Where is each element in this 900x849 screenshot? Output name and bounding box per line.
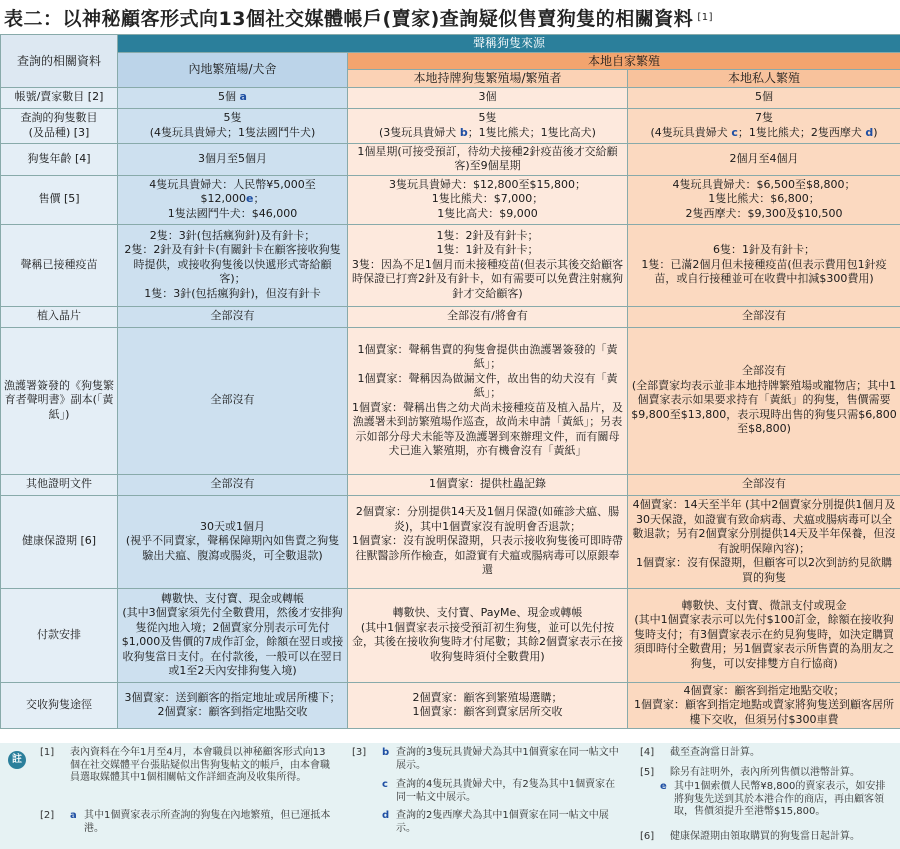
note-5e: e 其中1個索價人民幣¥8,800的賣家表示，如安排將狗隻先送到其於本港合作的商店，再由顧客領取，售價須提升至港幣$15,800。	[660, 781, 886, 817]
header-col-mainland: 內地繁殖場/犬舍	[118, 52, 348, 87]
row-dogs	[1, 108, 900, 143]
warranty-mainland: 30天或1個月 (視乎不同賣家，聲稱保障期內如售賣之狗隻驗出犬瘟、腹瀉或腸炎，可全數退款)	[118, 495, 348, 588]
other-docs-mainland: 全部沒有	[118, 474, 348, 495]
label-dogs: 查詢的狗隻數目 (及品種) [3]	[1, 108, 118, 143]
note-tag-d: d	[865, 125, 874, 139]
label-warranty: 健康保證期 [6]	[1, 495, 118, 588]
row-warranty	[1, 495, 900, 588]
note-tag-a: a	[239, 90, 247, 104]
note-tag-a-footnote: a	[70, 810, 77, 821]
age-licensed: 1個星期(可接受預訂，待幼犬接種2針疫苗後才交給顧客)至9個星期	[348, 143, 628, 175]
note-3d: d 查詢的2隻西摩犬為其中1個賣家在同一帖文中展示。	[382, 810, 609, 834]
price-mainland: 4隻玩具貴婦犬：人民幣¥5,000至 $12,000e； 1隻法國鬥牛犬：$46,000	[118, 175, 348, 224]
title-note-ref: [1]	[697, 11, 713, 23]
note-2: [2] a 其中1個賣家表示所查詢的狗隻在內地繁殖，但已運抵本港。	[40, 810, 331, 834]
row-payment	[1, 588, 900, 682]
note-tag-e: e	[246, 192, 254, 206]
accounts-licensed: 3個	[348, 87, 628, 108]
vaccine-licensed: 1隻：2針及有針卡； 1隻：1針及有針卡； 3隻：因為不足1個月而未接種疫苗(但表示其後交給顧客時保證已打齊2針及有針卡，如有需要可以免費注射瘋狗針才交給顧客)	[348, 224, 628, 306]
payment-licensed: 轉數快、支付寶、PayMe、現金或轉帳 (其中1個賣家表示接受預訂初生狗隻，並可以先付按金，其後在接收狗隻時才付尾數；其餘2個賣家表示在接收狗隻時須付全數費用)	[348, 588, 628, 682]
delivery-mainland: 3個賣家：送到顧客的指定地址或居所樓下； 2個賣家：顧客到指定地點交收	[118, 682, 348, 729]
label-other-docs: 其他證明文件	[1, 474, 118, 495]
header-col-private: 本地私人繁殖	[628, 70, 900, 88]
age-mainland: 3個月至5個月	[118, 143, 348, 175]
title-text: 表二：以神秘顧客形式向13個社交媒體帳戶(賣家)查詢疑似售賣狗隻的相關資料	[4, 7, 694, 30]
chip-licensed: 全部沒有/將會有	[348, 306, 628, 327]
delivery-private: 4個賣家：顧客到指定地點交收； 1個賣家：顧客到指定地點或賣家將狗隻送到顧客居所樓下交收，但須另付$300車費	[628, 682, 900, 729]
note-tag-b: b	[459, 125, 468, 139]
label-accounts: 帳號/賣家數目 [2]	[1, 87, 118, 108]
notes-badge: 註	[8, 751, 26, 769]
row-accounts	[1, 87, 900, 108]
note-tag-c: c	[731, 125, 738, 139]
age-private: 2個月至4個月	[628, 143, 900, 175]
row-age	[1, 143, 900, 175]
label-price: 售價 [5]	[1, 175, 118, 224]
row-other-docs	[1, 474, 900, 495]
comparison-table	[0, 34, 900, 729]
note-1: [1] 表內資料在今年1月至4月，本會職員以神秘顧客形式向13個在社交媒體平台張貼疑似出售狗隻帖文的帳戶，由本會職員選取媒體其中1個相關帖文作詳細查詢及收集所得。	[40, 747, 330, 783]
label-delivery: 交收狗隻途徑	[1, 682, 118, 729]
accounts-mainland: 5個 a	[118, 87, 348, 108]
footnotes	[0, 743, 900, 849]
label-payment: 付款安排	[1, 588, 118, 682]
other-docs-licensed: 1個賣家：提供杜蟲記錄	[348, 474, 628, 495]
label-age: 狗隻年齡 [4]	[1, 143, 118, 175]
note-6: [6] 健康保證期由領取購買的狗隻當日起計算。	[640, 831, 860, 842]
row-price	[1, 175, 900, 224]
header-row-label: 查詢的相關資料	[1, 35, 118, 88]
payment-private: 轉數快、支付寶、微訊支付或現金 (其中1個賣家表示可以先付$100訂金，餘額在接收狗隻時支付；有3個賣家表示在約見狗隻時，如決定購買須即時付全數費用；另1個賣家表示所售賣的為朋友之狗隻，可以安排雙方自行協商)	[628, 588, 900, 682]
payment-mainland: 轉數快、支付寶、現金或轉帳 (其中3個賣家須先付全數費用，然後才安排狗隻從內地入境；2個賣家分別表示可先付$1,000及售價的7成作訂金，餘額在翌日或接收狗隻當日支付。在付款後，一般可以在翌日或1至2天內安排狗隻入境)	[118, 588, 348, 682]
dogs-licensed: 5隻 (3隻玩具貴婦犬 b；1隻比熊犬；1隻比高犬)	[348, 108, 628, 143]
price-private: 4隻玩具貴婦犬：$6,500至$8,800； 1隻比熊犬：$6,800； 2隻西摩犬：$9,300及$10,500	[628, 175, 900, 224]
cert-private: 全部沒有 (全部賣家均表示並非本地持牌繁殖場或寵物店；其中1個賣家表示如果要求持有「黃紙」的狗隻，售價需要$9,800至$13,800，表示現時出售的狗隻只需$6,800至$8,800)	[628, 327, 900, 474]
dogs-private: 7隻 (4隻玩具貴婦犬 c；1隻比熊犬；2隻西摩犬 d)	[628, 108, 900, 143]
note-4: [4] 截至查詢當日計算。	[640, 747, 760, 758]
warranty-private: 4個賣家：14天至半年 (其中2個賣家分別提供1個月及30天保證，如證實有致命病毒、犬瘟或腸病毒可以全數退款；另有2個賣家分別提供14天及半年保養，但沒有說明保障內容)； 1個賣家：沒有保證期，但顧客可以2次到訪約見欲購買的狗隻	[628, 495, 900, 588]
label-chip: 植入晶片	[1, 306, 118, 327]
accounts-private: 5個	[628, 87, 900, 108]
note-3c: c 查詢的4隻玩具貴婦犬中，有2隻為其中1個賣家在同一帖文中展示。	[382, 779, 616, 803]
vaccine-mainland: 2隻：3針(包括瘋狗針)及有針卡； 2隻：2針及有針卡(有關針卡在顧客接收狗隻時提供，或接收狗隻後以快遞形式寄給顧客)； 1隻：3針(包括瘋狗針)，但沒有針卡	[118, 224, 348, 306]
label-vaccine: 聲稱已接種疫苗	[1, 224, 118, 306]
row-cert	[1, 327, 900, 474]
cert-licensed: 1個賣家：聲稱售賣的狗隻會提供由漁護署簽發的「黃紙」； 1個賣家：聲稱因為做漏文件，故出售的幼犬沒有「黃紙」； 1個賣家：聲稱出售之幼犬尚未接種疫苗及植入晶片，及漁護署未到訪繁殖場作巡查，故尚未申請「黃紙」；另表示如部分母犬未能等及漁護署到來辦理文件，而有關母犬已進入繁殖期，亦有機會沒有「黃紙」	[348, 327, 628, 474]
row-chip	[1, 306, 900, 327]
other-docs-private: 全部沒有	[628, 474, 900, 495]
header-col-licensed: 本地持牌狗隻繁殖場/繁殖者	[348, 70, 628, 88]
chip-private: 全部沒有	[628, 306, 900, 327]
page-title	[0, 0, 900, 34]
header-source: 聲稱狗隻來源	[118, 35, 900, 53]
warranty-licensed: 2個賣家：分別提供14天及1個月保證(如確診犬瘟、腸炎)，其中1個賣家沒有說明會否退款； 1個賣家：沒有說明保證期，只表示接收狗隻後可即時帶往獸醫診所作檢查，如證實有犬瘟或腸病毒可以原銀奉還	[348, 495, 628, 588]
header-local: 本地自家繁殖	[348, 52, 900, 70]
note-5: [5] 除另有註明外，表內所列售價以港幣計算。	[640, 767, 860, 778]
dogs-mainland: 5隻 (4隻玩具貴婦犬；1隻法國鬥牛犬)	[118, 108, 348, 143]
delivery-licensed: 2個賣家：顧客到繁殖場選購； 1個賣家：顧客到賣家居所交收	[348, 682, 628, 729]
cert-mainland: 全部沒有	[118, 327, 348, 474]
label-cert: 漁護署簽發的《狗隻繁育者聲明書》副本(「黃紙」)	[1, 327, 118, 474]
note-3b: [3] b 查詢的3隻玩具貴婦犬為其中1個賣家在同一帖文中展示。	[352, 747, 619, 771]
row-delivery	[1, 682, 900, 729]
price-licensed: 3隻玩具貴婦犬：$12,800至$15,800； 1隻比熊犬：$7,000； 1隻比高犬：$9,000	[348, 175, 628, 224]
vaccine-private: 6隻：1針及有針卡； 1隻：已滿2個月但未接種疫苗(但表示費用包1針疫苗，或自行接種並可在收費中扣減$300費用)	[628, 224, 900, 306]
row-vaccine	[1, 224, 900, 306]
chip-mainland: 全部沒有	[118, 306, 348, 327]
